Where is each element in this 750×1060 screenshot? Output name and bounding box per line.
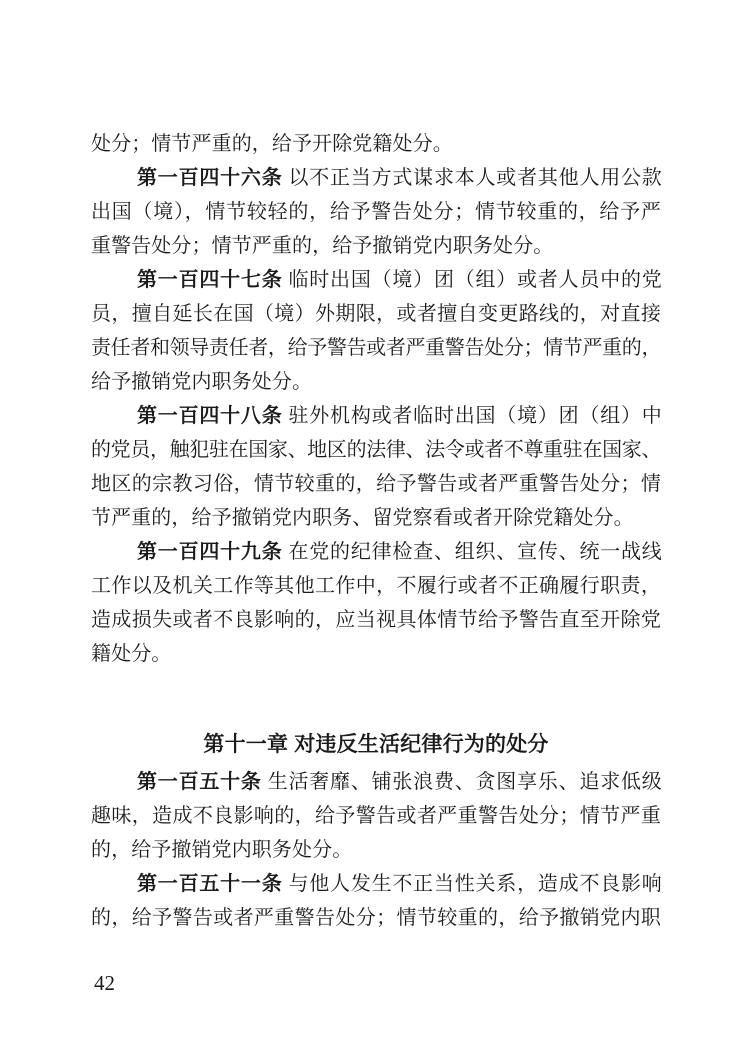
text-line: 员，擅自延长在国（境）外期限，或者擅自变更路线的，对直接: [91, 303, 661, 325]
text-line: 第一百五十条 生活奢靡、铺张浪费、贪图享乐、追求低级: [137, 771, 661, 793]
text-line: 地区的宗教习俗，情节较重的，给予警告或者严重警告处分；情: [91, 473, 661, 495]
chapter-heading: 第十一章 对违反生活纪律行为的处分: [203, 733, 549, 756]
text-line: 节严重的，给予撤销党内职务、留党察看或者开除党籍处分。: [91, 507, 634, 529]
text-line: 第一百四十九条 在党的纪律检查、组织、宣传、统一战线: [137, 541, 661, 563]
text-line: 第一百四十七条 临时出国（境）团（组）或者人员中的党: [137, 269, 661, 291]
text-line: 处分；情节严重的，给予开除党籍处分。: [91, 133, 453, 155]
text-line: 籍处分。: [91, 643, 172, 665]
article-number: 第一百四十九条: [137, 541, 283, 563]
text-line: 给予撤销党内职务处分。: [91, 371, 313, 393]
text-line: 趣味，造成不良影响的，给予警告或者严重警告处分；情节严重: [91, 805, 661, 827]
text-line: 工作以及机关工作等其他工作中，不履行或者不正确履行职责，: [91, 575, 661, 597]
text-line: 第一百四十六条 以不正当方式谋求本人或者其他人用公款: [137, 167, 661, 189]
text-line: 重警告处分；情节严重的，给予撤销党内职务处分。: [91, 235, 554, 257]
text-column: [91, 127, 661, 935]
article-number: 第一百四十六条: [137, 167, 283, 189]
article-number: 第一百五十条: [137, 771, 262, 793]
text-line: 造成损失或者不良影响的，应当视具体情节给予警告直至开除党: [91, 609, 661, 631]
page-number: 42: [94, 971, 115, 995]
article-number: 第一百四十七条: [137, 269, 283, 291]
text-line: 的，给予撤销党内职务处分。: [91, 839, 353, 861]
article-number: 第一百四十八条: [137, 405, 283, 427]
text-line: 第一百五十一条 与他人发生不正当性关系，造成不良影响: [137, 873, 661, 895]
text-line: 责任者和领导责任者，给予警告或者严重警告处分；情节严重的，: [91, 337, 661, 359]
text-line: 的，给予警告或者严重警告处分；情节较重的，给予撤销党内职: [91, 907, 661, 929]
text-line: 第一百四十八条 驻外机构或者临时出国（境）团（组）中: [137, 405, 661, 427]
text-line: 的党员，触犯驻在国家、地区的法律、法令或者不尊重驻在国家、: [91, 439, 661, 461]
article-number: 第一百五十一条: [137, 873, 283, 895]
text-line: 出国（境），情节较轻的，给予警告处分；情节较重的，给予严: [91, 201, 661, 223]
